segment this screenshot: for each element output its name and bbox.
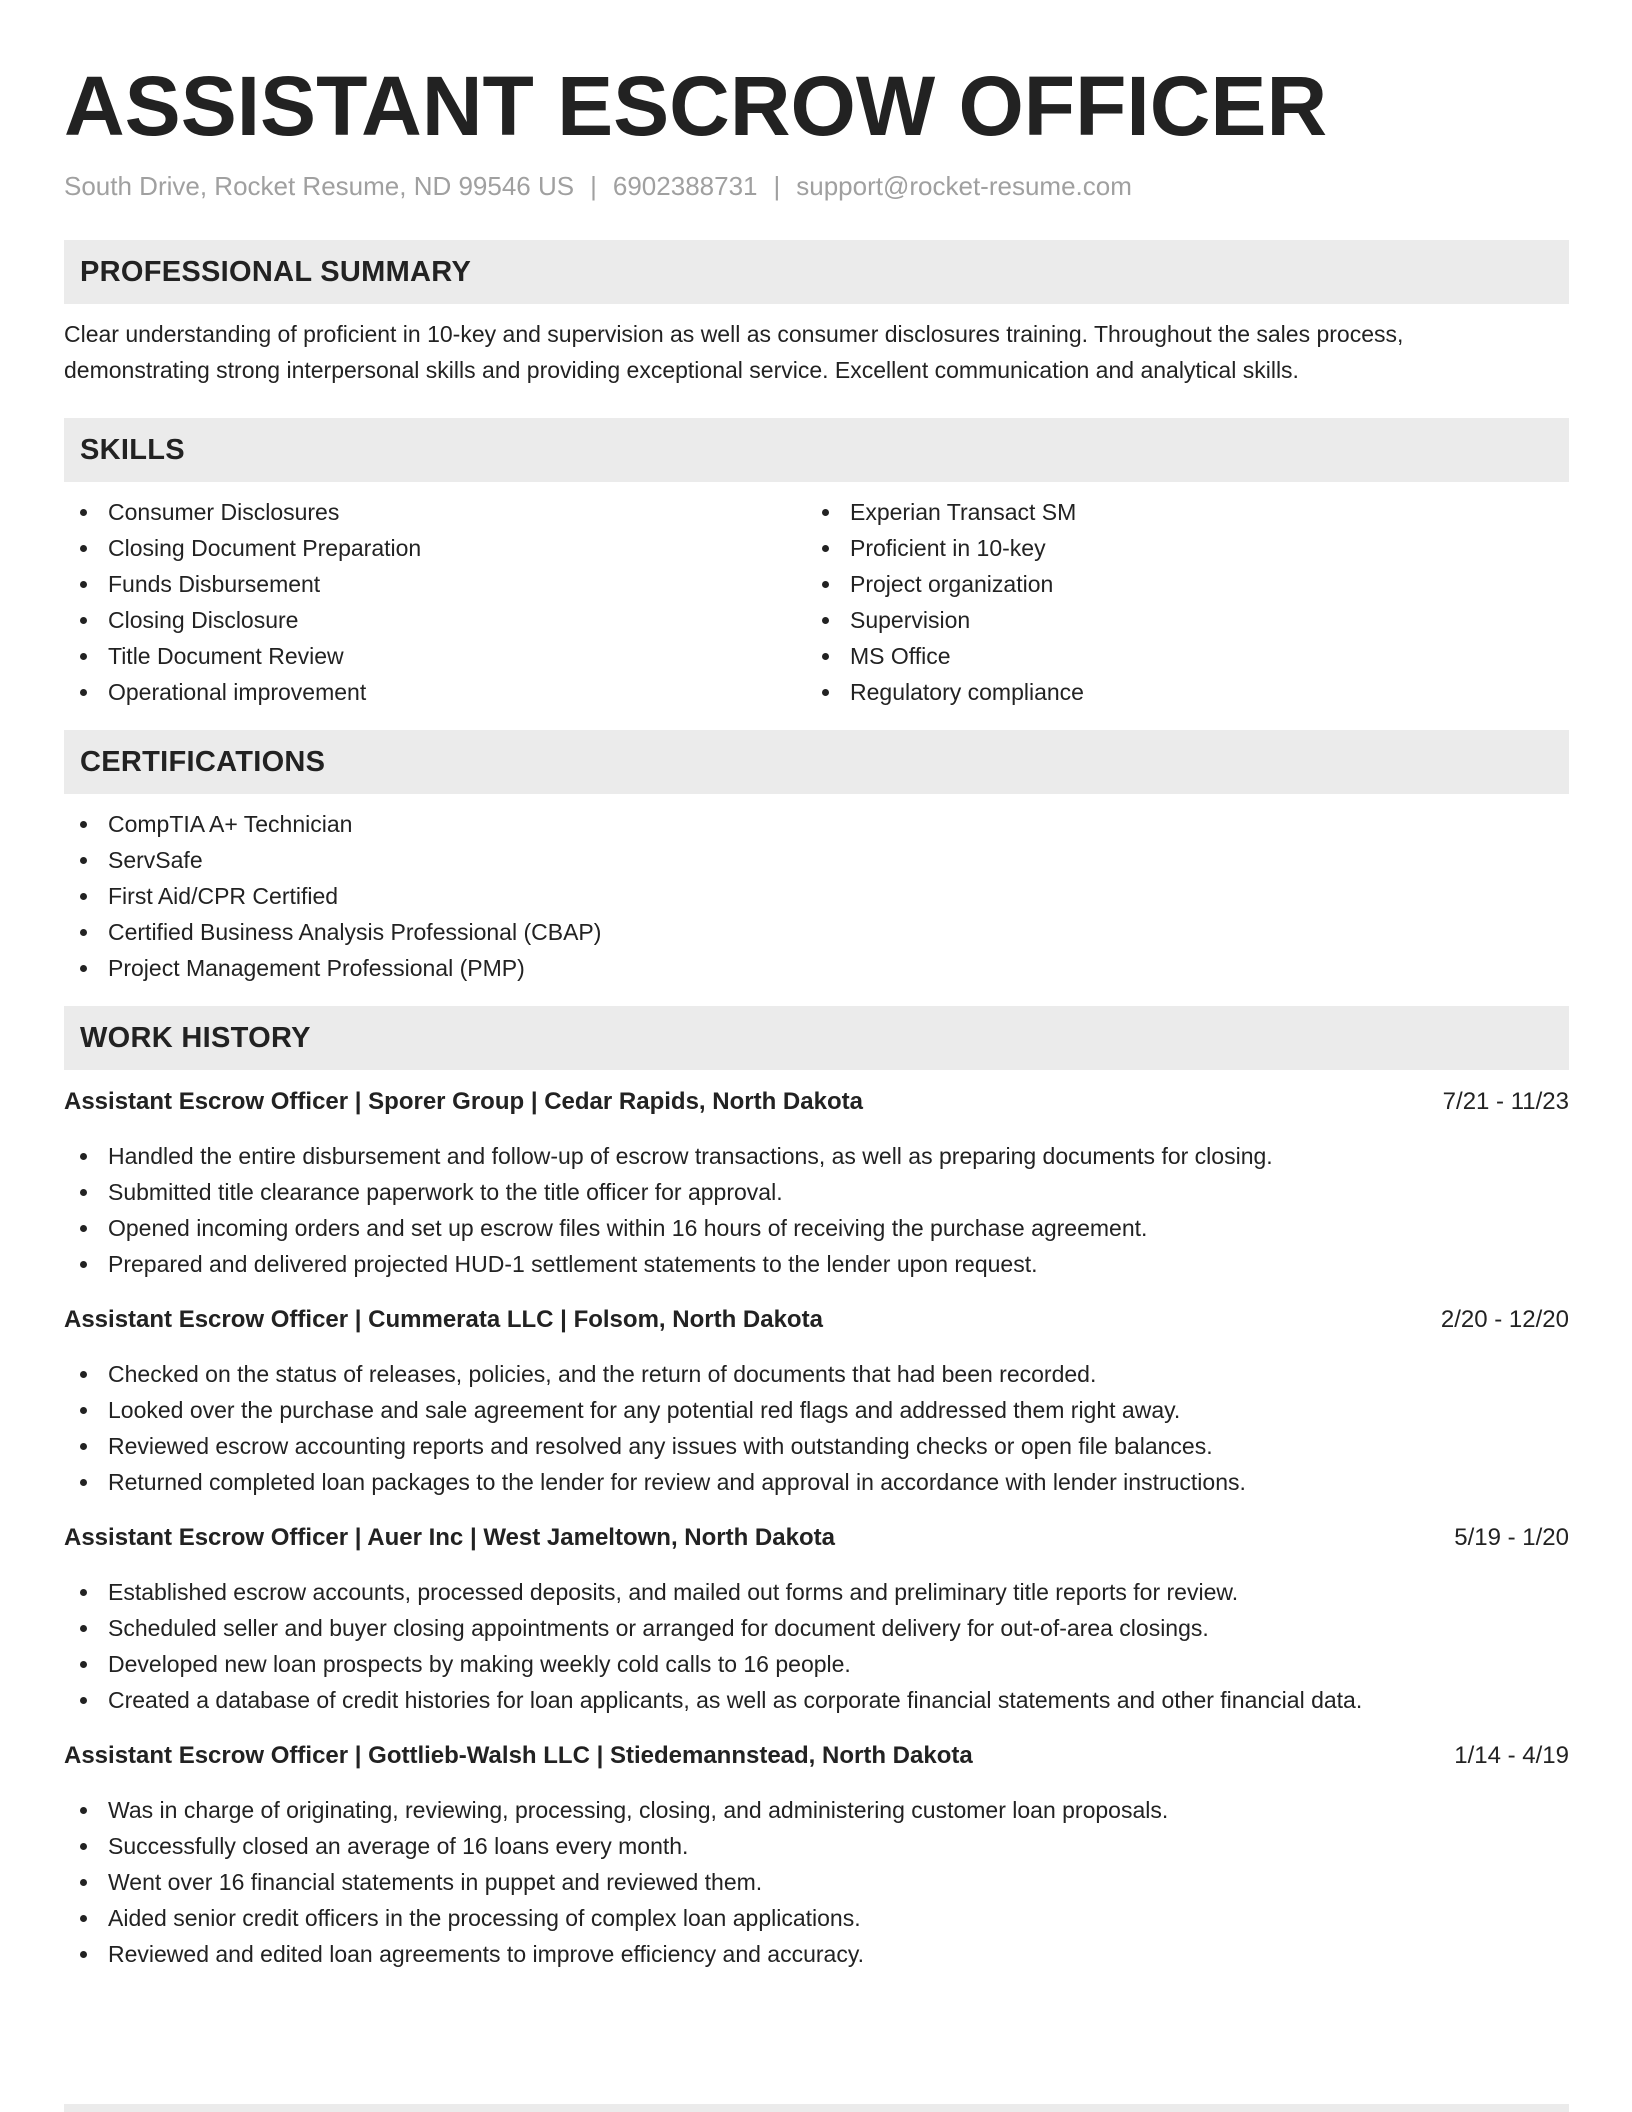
job-bullet: Created a database of credit histories for loan applicants, as well as corporate financial statements and other financial data. (64, 1682, 1569, 1718)
job-bullets (64, 1138, 1569, 1282)
job-bullet: Reviewed escrow accounting reports and resolved any issues with outstanding checks or open file balances. (64, 1428, 1569, 1464)
skill-item: Regulatory compliance (806, 674, 1548, 710)
resume-name: ASSISTANT ESCROW OFFICER (64, 59, 1328, 153)
summary-line: demonstrating strong interpersonal skills and providing exceptional service. Excellent communication and analytical skills. (64, 357, 1299, 383)
job-bullet: Aided senior credit officers in the processing of complex loan applications. (64, 1900, 1569, 1936)
skill-item: Closing Disclosure (64, 602, 806, 638)
job-header (64, 1302, 1569, 1338)
job-bullet: Was in charge of originating, reviewing, processing, closing, and administering customer loan proposals. (64, 1792, 1569, 1828)
job-bullet: Looked over the purchase and sale agreement for any potential red flags and addressed them right away. (64, 1392, 1569, 1428)
job-title: Assistant Escrow Officer | Cummerata LLC | Folsom, North Dakota (64, 1306, 823, 1333)
job-bullet: Reviewed and edited loan agreements to improve efficiency and accuracy. (64, 1936, 1569, 1972)
skills-list (64, 494, 1569, 710)
job-bullet: Prepared and delivered projected HUD-1 settlement statements to the lender upon request. (64, 1246, 1569, 1282)
contact-email: support@rocket-resume.com (796, 171, 1132, 201)
summary-line: Clear understanding of proficient in 10-key and supervision as well as consumer disclosures training. Throughout the sales process, (64, 321, 1404, 347)
job-title: Assistant Escrow Officer | Gottlieb-Walsh LLC | Stiedemannstead, North Dakota (64, 1742, 973, 1769)
job-bullet: Returned completed loan packages to the lender for review and approval in accordance with lender instructions. (64, 1464, 1569, 1500)
job-bullet: Established escrow accounts, processed deposits, and mailed out forms and preliminary title reports for review. (64, 1574, 1569, 1610)
certification-item: CompTIA A+ Technician (64, 806, 1569, 842)
certifications-heading: CERTIFICATIONS (64, 730, 1569, 794)
job-bullet: Went over 16 financial statements in puppet and reviewed them. (64, 1864, 1569, 1900)
next-section-header-edge (64, 2104, 1569, 2112)
contact-separator: | (590, 171, 597, 201)
job-header (64, 1738, 1569, 1774)
skill-item: Title Document Review (64, 638, 806, 674)
job-header (64, 1520, 1569, 1556)
job-bullet: Checked on the status of releases, policies, and the return of documents that had been recorded. (64, 1356, 1569, 1392)
skills-heading: SKILLS (64, 418, 1569, 482)
job-entry (64, 1302, 1569, 1500)
skill-item: Supervision (806, 602, 1548, 638)
job-header (64, 1084, 1569, 1120)
job-title: Assistant Escrow Officer | Auer Inc | West Jameltown, North Dakota (64, 1524, 835, 1551)
job-dates: 5/19 - 1/20 (1454, 1524, 1569, 1551)
summary-text (64, 316, 1569, 388)
job-bullets (64, 1356, 1569, 1500)
skill-item: MS Office (806, 638, 1548, 674)
job-bullets (64, 1792, 1569, 1972)
job-entry (64, 1520, 1569, 1718)
certification-item: Certified Business Analysis Professional (CBAP) (64, 914, 1569, 950)
job-bullet: Scheduled seller and buyer closing appointments or arranged for document delivery for out-of-area closings. (64, 1610, 1569, 1646)
job-dates: 1/14 - 4/19 (1454, 1742, 1569, 1769)
certifications-list (64, 806, 1569, 986)
skill-item: Consumer Disclosures (64, 494, 806, 530)
job-dates: 7/21 - 11/23 (1442, 1088, 1569, 1115)
certification-item: First Aid/CPR Certified (64, 878, 1569, 914)
work-history-heading: WORK HISTORY (64, 1006, 1569, 1070)
job-bullet: Developed new loan prospects by making weekly cold calls to 16 people. (64, 1646, 1569, 1682)
job-dates: 2/20 - 12/20 (1440, 1306, 1569, 1333)
job-bullet: Submitted title clearance paperwork to the title officer for approval. (64, 1174, 1569, 1210)
skill-item: Proficient in 10-key (806, 530, 1548, 566)
skills-column-right (806, 494, 1548, 710)
job-entry (64, 1738, 1569, 1972)
job-bullet: Successfully closed an average of 16 loans every month. (64, 1828, 1569, 1864)
job-entry (64, 1084, 1569, 1282)
skills-column-left (64, 494, 806, 710)
certification-item: ServSafe (64, 842, 1569, 878)
skill-item: Project organization (806, 566, 1548, 602)
job-bullet: Opened incoming orders and set up escrow files within 16 hours of receiving the purchase agreement. (64, 1210, 1569, 1246)
contact-address: South Drive, Rocket Resume, ND 99546 US (64, 171, 575, 201)
contact-separator: | (773, 171, 781, 201)
contact-phone: 6902388731 (612, 171, 758, 201)
job-title: Assistant Escrow Officer | Sporer Group | Cedar Rapids, North Dakota (64, 1088, 863, 1115)
skill-item: Funds Disbursement (64, 566, 806, 602)
skill-item: Closing Document Preparation (64, 530, 806, 566)
contact-line (64, 170, 1569, 202)
job-bullets (64, 1574, 1569, 1718)
job-bullet: Handled the entire disbursement and follow-up of escrow transactions, as well as preparing documents for closing. (64, 1138, 1569, 1174)
certification-item: Project Management Professional (PMP) (64, 950, 1569, 986)
skill-item: Operational improvement (64, 674, 806, 710)
summary-heading: PROFESSIONAL SUMMARY (64, 240, 1569, 304)
skill-item: Experian Transact SM (806, 494, 1548, 530)
